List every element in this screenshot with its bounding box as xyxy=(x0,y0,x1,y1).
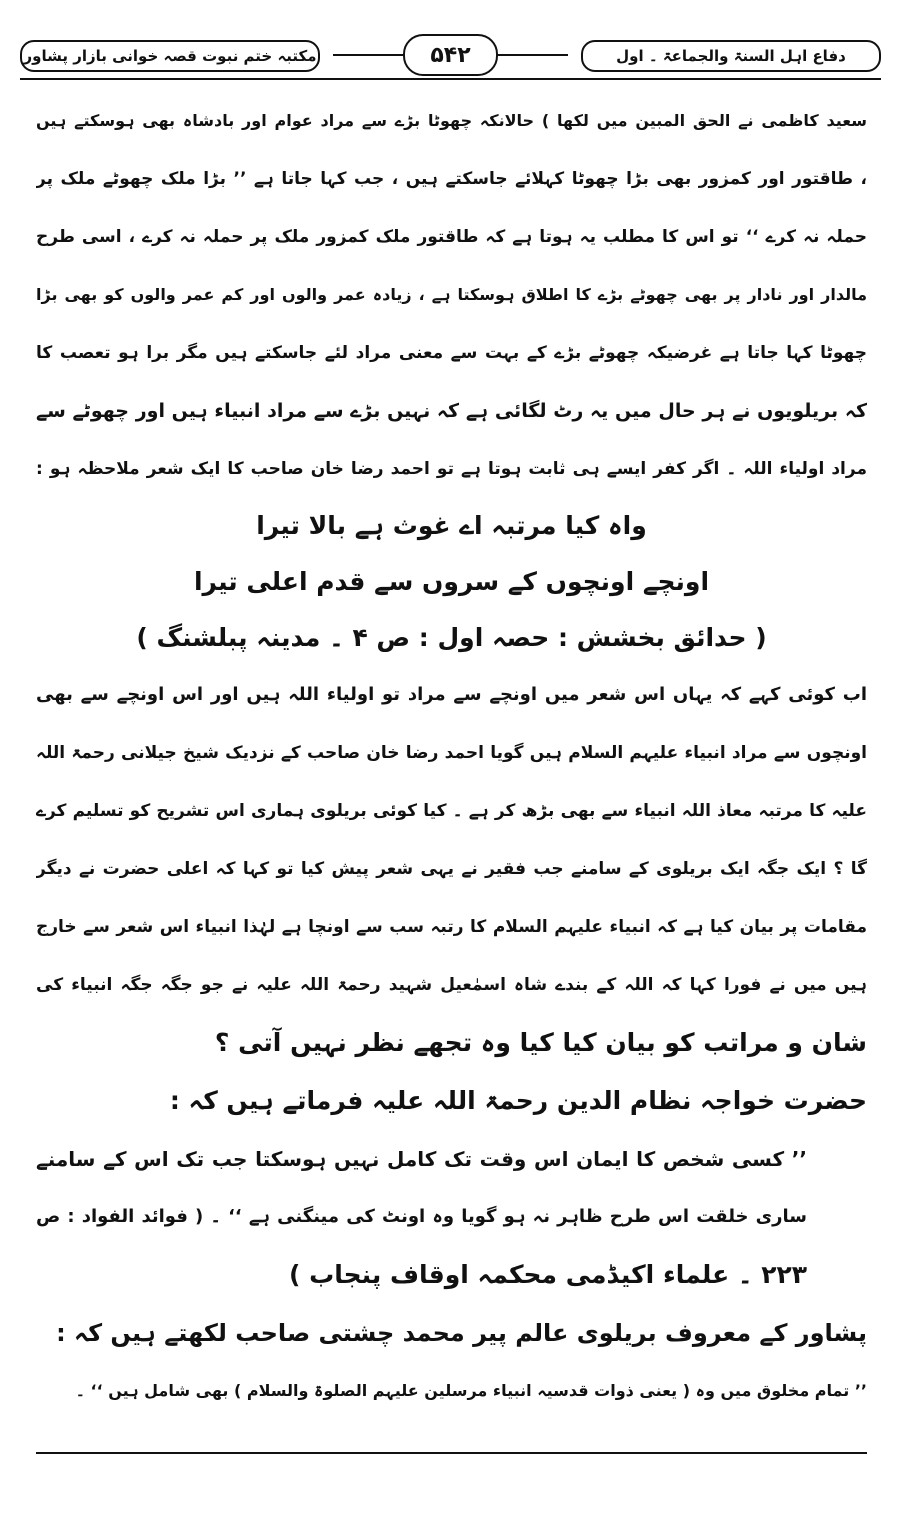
text-line: حملہ نہ کرے ‘‘ تو اس کا مطلب یہ ہوتا ہے کہ طاقتور ملک کمزور ملک پر حملہ نہ کرے ، اسی طرح xyxy=(36,227,867,247)
text-line: کہ بریلویوں نے ہر حال میں یہ رٹ لگائی ہے کہ نہیں بڑے سے مراد انبیاء ہیں اور چھوٹے سے xyxy=(36,400,867,422)
text-line: شان و مراتب کو بیان کیا کیا وہ تجھے نظر نہیں آتی ؟ xyxy=(214,1028,867,1057)
text-line: چھوٹا کہا جاتا ہے غرضیکہ چھوٹے بڑے کے بہت سے معنی مراد لئے جاسکتے ہیں مگر برا ہو تعصب کا xyxy=(36,343,867,363)
text-line: اب کوئی کہے کہ یہاں اس شعر میں اونچے سے مراد تو اولیاء اللہ ہیں اور اس اونچے سے بھی xyxy=(36,684,867,705)
text-line: علیہ کا مرتبہ معاذ اللہ انبیاء سے بھی بڑھ کر ہے ۔ کیا کوئی بریلوی ہماری اس تشریح کو تسلیم کرے xyxy=(36,801,867,821)
book-title-box: دفاع اہل السنۃ والجماعۃ ۔ اول xyxy=(581,40,881,72)
text-line: حضرت خواجہ نظام الدین رحمۃ اللہ علیہ فرماتے ہیں کہ : xyxy=(169,1086,867,1115)
text-line: مالدار اور نادار پر بھی چھوٹے بڑے کا اطلاق ہوسکتا ہے ، زیادہ عمر والوں اور کم عمر والوں کو بھی بڑا xyxy=(36,285,867,304)
quote-line: ’’ کسی شخص کا ایمان اس وقت تک کامل نہیں ہوسکتا جب تک اس کے سامنے xyxy=(36,1147,807,1171)
header-rule xyxy=(20,78,881,80)
publisher-box: مکتبہ ختم نبوت قصہ خوانی بازار پشاور xyxy=(20,40,320,72)
text-line: گا ؟ ایک جگہ ایک بریلوی کے سامنے جب فقیر نے یہی شعر پیش کیا تو کہا کہ اعلی حضرت نے دیگر xyxy=(36,859,867,879)
page-header xyxy=(20,30,881,90)
quote-line: ۲۲۳ ۔ علماء اکیڈمی محکمہ اوقاف پنجاب ) xyxy=(289,1260,807,1289)
poem-line: واہ کیا مرتبہ اے غوث ہے بالا تیرا xyxy=(256,511,647,540)
quote-line: ’’ تمام مخلوق میں وہ ( یعنی ذوات قدسیہ انبیاء مرسلین علیہم الصلوۃ والسلام ) بھی شامل ہیں ‘‘ ۔ xyxy=(75,1381,867,1400)
text-line: ہیں میں نے فورا کہا کہ اللہ کے بندے شاہ اسمٰعیل شہید رحمۃ اللہ علیہ نے جو جگہ جگہ انبیاء کی xyxy=(36,975,867,995)
poem-line: اونچے اونچوں کے سروں سے قدم اعلی تیرا xyxy=(193,567,710,596)
text-line: مقامات پر بیان کیا ہے کہ انبیاء علیہم السلام کا رتبہ سب سے اونچا ہے لہٰذا انبیاء اس شعر سے خارج xyxy=(36,917,867,937)
text-line: ، طاقتور اور کمزور بھی بڑا چھوٹا کہلائے جاسکتے ہیں ، جب کہا جاتا ہے ’’ بڑا ملک چھوٹے ملک پر xyxy=(36,169,867,189)
text-line: مراد اولیاء اللہ ۔ اگر کفر ایسے ہی ثابت ہوتا ہے تو احمد رضا خان صاحب کا ایک شعر ملاحظہ ہو : xyxy=(36,459,867,479)
poem-citation: ( حدائق بخشش : حصہ اول : ص ۴ ۔ مدینہ پبلشنگ ) xyxy=(136,623,767,652)
page-number: ۵۴۲ xyxy=(403,34,498,76)
quote-line: ساری خلقت اس طرح ظاہر نہ ہو گویا وہ اونٹ کی مینگنی ہے ‘‘ ۔ ( فوائد الفواد : ص xyxy=(36,1206,807,1227)
footer-rule xyxy=(36,1452,867,1454)
text-line: اونچوں سے مراد انبیاء علیہم السلام ہیں گویا احمد رضا خان صاحب کے نزدیک شیخ جیلانی رحمۃ اللہ xyxy=(36,743,867,763)
page-body xyxy=(36,92,867,1420)
text-line: پشاور کے معروف بریلوی عالم پیر محمد چشتی صاحب لکھتے ہیں کہ : xyxy=(56,1319,867,1347)
text-line: سعید کاظمی نے الحق المبین میں لکھا ) حالانکہ چھوٹا بڑے سے مراد عوام اور بادشاہ بھی ہوسکتے ہیں xyxy=(36,111,867,130)
